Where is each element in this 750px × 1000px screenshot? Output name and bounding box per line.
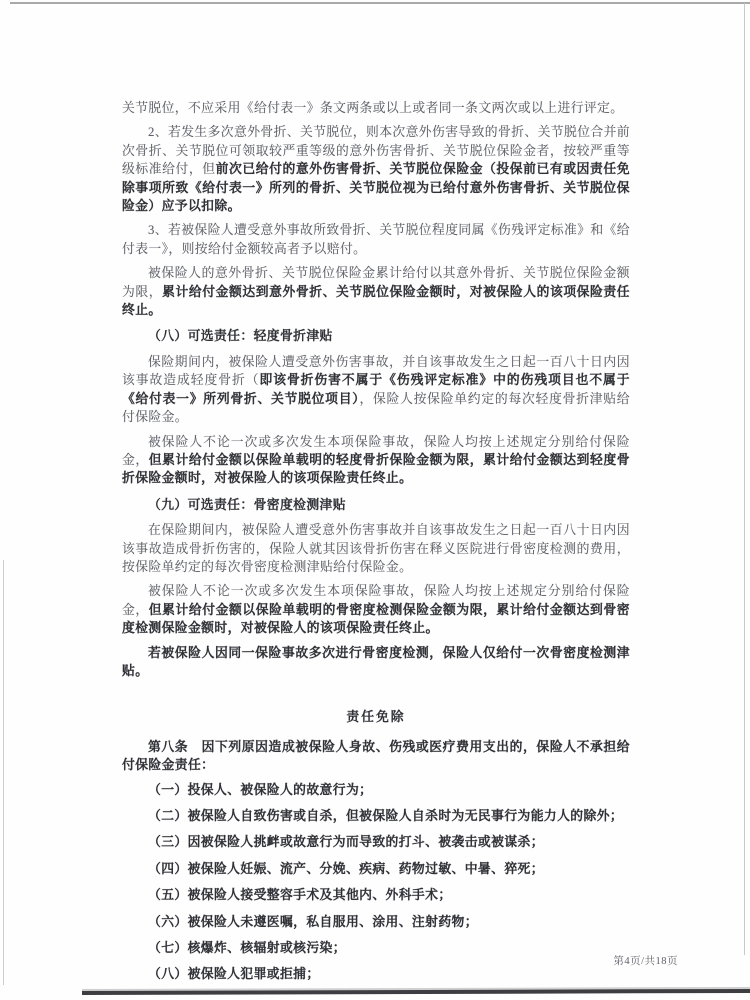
- text-run: 3、若被保险人遭受意外事故所致骨折、关节脱位程度同属《伤残评定标准》和《给付表一》，则按给付金额较高者予以赔付。: [122, 223, 630, 256]
- scan-left-edge-line: [3, 560, 4, 985]
- text-run: 被保险人不论一次或多次发生本项保险事故，保险人均按上述规定分别给付保险金，: [122, 584, 630, 617]
- text-run-bold: 前次已给付的意外伤害骨折、关节脱位保险金（投保前已有或因责任免除事项所致《给付表一》所列的骨折、关节脱位视为已给付意外伤害骨折、关节脱位保险金）应予以扣除。: [122, 162, 630, 214]
- text-run-bold: 第八条 因下列原因造成被保险人身故、伤残或医疗费用支出的，保险人不承担给付保险金责任：: [122, 739, 630, 773]
- optional-duty-9-heading: [122, 496, 630, 514]
- list-item-text: （八）被保险人犯罪或拒捕；: [148, 967, 320, 982]
- mild-fracture-limit-paragraph: [122, 433, 630, 488]
- bone-density-limit-paragraph: [122, 582, 630, 637]
- text-run-bold: 但累计给付金额以保险单载明的骨密度检测保险金额为限，累计给付金额达到骨密度检测保险金额时，对被保险人的该项保险责任终止。: [122, 602, 630, 636]
- accumulation-limit-paragraph: [122, 264, 630, 319]
- article-8-paragraph: [122, 738, 630, 775]
- heading-text: （八）可选责任：轻度骨折津贴: [148, 329, 333, 344]
- text-run: ，保险人按保险单约定的每次轻度骨折津贴给付保险金。: [122, 391, 631, 425]
- bone-density-paragraph: [122, 521, 630, 576]
- text-run: 2、若发生多次意外骨折、关节脱位，则本次意外伤害导致的骨折、关节脱位合并前次骨折、关节脱位可领取较严重等级的意外伤害骨折、关节脱位保险金者，按较严重等级标准给付，但: [122, 125, 630, 177]
- policy-text-body: [122, 99, 630, 992]
- text-run: 在保险期间内，被保险人遭受意外伤害事故并自该事故发生之日起一百八十日内因该事故造成骨折伤害的，保险人就其因该骨折伤害在释义医院进行骨密度检测的费用，按保险单约定的每次骨密度检测津贴给付保险金。: [122, 523, 630, 574]
- exclusion-item-2: [122, 807, 630, 825]
- heading-text: （九）可选责任：骨密度检测津贴: [148, 497, 346, 512]
- exclusion-item-5: [122, 886, 630, 904]
- exclusion-item-8: [122, 965, 630, 983]
- list-item-text: （七）核爆炸、核辐射或核污染；: [148, 941, 346, 956]
- exclusion-item-7: [122, 939, 630, 957]
- text-run-bold: 若被保险人因同一保险事故多次进行骨密度检测，保险人仅给付一次骨密度检测津贴。: [122, 645, 630, 678]
- optional-duty-8-heading: [122, 327, 630, 345]
- list-item-text: （一）投保人、被保险人的故意行为；: [148, 782, 373, 797]
- scan-right-edge-line: [744, 3, 745, 955]
- list-item-text: （四）被保险人妊娠、流产、分娩、疾病、药物过敏、中暑、猝死；: [148, 861, 544, 876]
- liability-exemption-heading: [122, 708, 630, 726]
- list-item-text: （三）因被保险人挑衅或故意行为而导致的打斗、被袭击或被谋杀；: [148, 835, 544, 850]
- exclusion-item-4: [122, 860, 630, 878]
- text-run: 被保险人不论一次或多次发生本项保险事故，保险人均按上述规定分别给付保险金，: [122, 434, 630, 467]
- single-payment-paragraph: [122, 644, 630, 681]
- text-run: 关节脱位，不应采用《给付表一》条文两条或以上或者同一条文两次或以上进行评定。: [122, 101, 624, 115]
- text-run-bold: 即该骨折伤害不属于《伤残评定标准》中的伤残项目也不属于《给付表一》所列骨折、关节脱位项目）: [122, 373, 630, 406]
- text-run-bold: 累计给付金额达到意外骨折、关节脱位保险金额时，对被保险人的该项保险责任终止。: [122, 284, 631, 318]
- exclusion-item-1: [122, 781, 630, 799]
- text-run: 被保险人的意外骨折、关节脱位保险金累计给付以其意外骨折、关节脱位保险金额为限，: [122, 266, 630, 299]
- exclusion-item-3: [122, 833, 630, 851]
- mild-fracture-paragraph: [122, 353, 630, 427]
- list-item-text: （二）被保险人自致伤害或自杀，但被保险人自杀时为无民事行为能力人的除外；: [148, 809, 624, 823]
- continuation-paragraph: [122, 99, 630, 117]
- list-item-text: （六）被保险人未遵医嘱，私自服用、涂用、注射药物；: [148, 914, 478, 929]
- clause-3-paragraph: [122, 221, 630, 258]
- exclusion-item-6: [122, 913, 630, 931]
- text-run-bold: 但累计给付金额以保险单载明的轻度骨折保险金额为限，累计给付金额达到轻度骨折保险金额时，对被保险人的该项保险责任终止。: [122, 452, 630, 486]
- scan-top-edge-line: [10, 2, 750, 4]
- text-run: 保险期间内，被保险人遭受意外伤害事故，并自该事故发生之日起一百八十日内因该事故造成轻度骨折（: [122, 354, 630, 388]
- page-number: 第4页/共18页: [613, 956, 678, 967]
- section-title: 责任免除: [346, 710, 406, 725]
- list-item-text: （五）被保险人接受整容手术及其他内、外科手术；: [148, 888, 452, 903]
- clause-2-paragraph: [122, 123, 630, 215]
